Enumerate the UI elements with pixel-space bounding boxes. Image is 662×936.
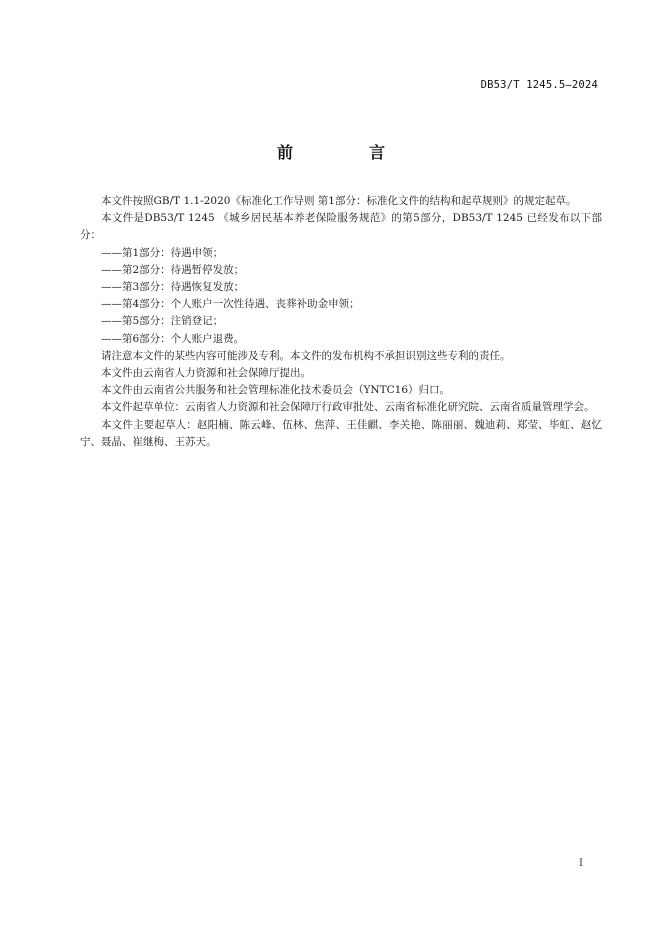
paragraph-proposer: 本文件由云南省人力资源和社会保障厅提出。 bbox=[101, 367, 311, 380]
paragraph-drafting-units: 本文件起草单位：云南省人力资源和社会保障厅行政审批处、云南省标准化研究院、云南省质量管理学会。 bbox=[101, 401, 595, 414]
list-item-part-6: ——第6部分：个人账户退费。 bbox=[101, 332, 245, 345]
list-item-part-4: ——第4部分：个人账户一次性待遇、丧葬补助金申领； bbox=[101, 298, 360, 311]
paragraph-drafting-rules: 本文件按照GB/T 1.1-2020《标准化工作导则 第1部分：标准化文件的结构和起草规则》的规定起草。 bbox=[101, 195, 577, 207]
page-number: I bbox=[579, 858, 583, 869]
paragraph-patent-notice: 请注意本文件的某些内容可能涉及专利。本文件的发布机构不承担识别这些专利的责任。 bbox=[101, 349, 511, 362]
list-item-part-1: ——第1部分：待遇申领； bbox=[101, 246, 224, 259]
paragraph-drafters: 本文件主要起草人：赵阳楠、陈云峰、伍林、焦萍、王佳麒、李关艳、陈丽丽、魏迪莉、郑莹、毕虹、赵忆宁、聂晶、崔继梅、王苏天。 bbox=[80, 418, 602, 448]
document-code: DB53/T 1245.5—2024 bbox=[480, 79, 598, 91]
list-item-part-5: ——第5部分：注销登记； bbox=[101, 315, 224, 328]
list-item-part-2: ——第2部分：待遇暂停发放； bbox=[101, 263, 245, 276]
paragraph-series-intro: 本文件是DB53/T 1245 《城乡居民基本养老保险服务规范》的第5部分，DB53/T 1245 已经发布以下部分： bbox=[80, 212, 602, 242]
list-item-part-3: ——第3部分：待遇恢复发放； bbox=[101, 281, 245, 294]
page-title: 前 言 bbox=[276, 143, 415, 162]
foreword-body bbox=[80, 193, 602, 451]
paragraph-responsible-committee: 本文件由云南省公共服务和社会管理标准化技术委员会（YNTC16）归口。 bbox=[101, 384, 451, 397]
